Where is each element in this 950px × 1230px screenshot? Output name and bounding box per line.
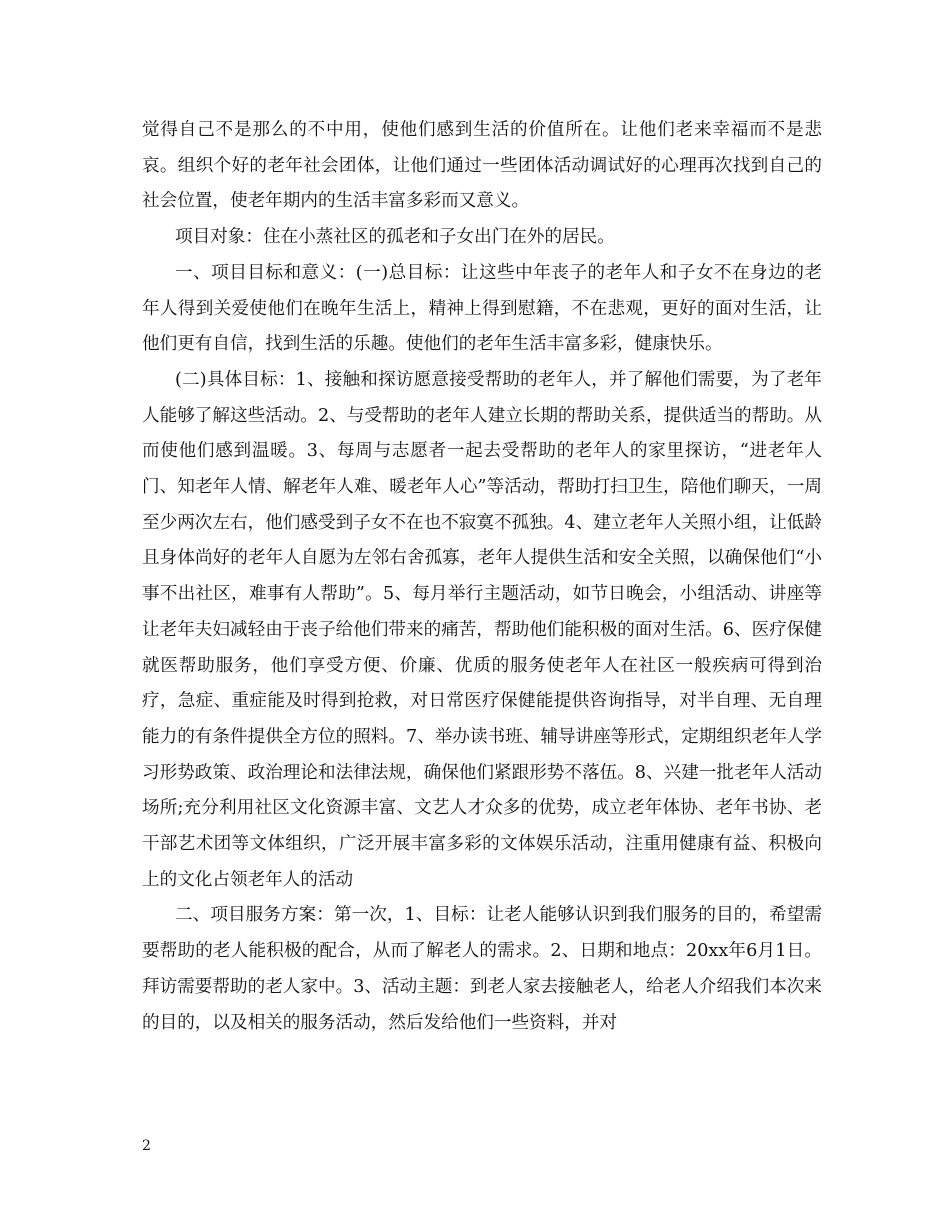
paragraph-specific-goals: (二)具体目标：1、接触和探访愿意接受帮助的老年人，并了解他们需要，为了老年人能够了解这些活动。2、与受帮助的老年人建立长期的帮助关系，提供适当的帮助。从而使他们感到温暖。3、每周与志愿者一起去受帮助的老年人的家里探访，“进老年人门、知老年人情、解老年人难、暖老年人心”等活动，帮助打扫卫生，陪他们聊天，一周至少两次左右，他们感受到子女不在也不寂寞不孤独。4、建立老年人关照小组，让低龄且身体尚好的老年人自愿为左邻右舍孤寡，老年人提供生活和安全关照，以确保他们“小事不出社区，难事有人帮助”。5、每月举行主题活动，如节日晚会，小组活动、讲座等让老年夫妇减轻由于丧子给他们带来的痛苦，帮助他们能积极的面对生活。6、医疗保健就医帮助服务，他们享受方便、价廉、优质的服务使老年人在社区一般疾病可得到治疗，急症、重症能及时得到抢救，对日常医疗保健能提供咨询指导，对半自理、无自理能力的有条件提供全方位的照料。7、举办读书班、辅导讲座等形式，定期组织老年人学习形势政策、政治理论和法律法规，确保他们紧跟形势不落伍。8、兴建一批老年人活动场所;充分利用社区文化资源丰富、文艺人才众多的优势，成立老年体协、老年书协、老干部艺术团等文体组织，广泛开展丰富多彩的文体娱乐活动，注重用健康有益、积极向上的文化占领老年人的活动 [142, 369, 822, 890]
paragraph-service-plan: 二、项目服务方案：第一次，1、目标：让老人能够认识到我们服务的目的，希望需要帮助的老人能积极的配合，从而了解老人的需求。2、日期和地点：20xx年6月1日。拜访需要帮助的老人家中。3、活动主题：到老人家去接触老人，给老人介绍我们本次来的目的，以及相关的服务活动，然后发给他们一些资料，并对 [142, 905, 822, 1033]
paragraph-project-target: 项目对象：住在小蒸社区的孤老和子女出门在外的居民。 [175, 227, 615, 248]
paragraph-continued-intro: 觉得自己不是那么的不中用，使他们感到生活的价值所在。让他们老来幸福而不是悲哀。组织个好的老年社会团体，让他们通过一些团体活动调试好的心理再次找到自己的社会位置，使老年期内的生活丰富多彩而又意义。 [142, 120, 822, 212]
document-body [142, 113, 822, 1041]
page-number: 2 [142, 1138, 151, 1154]
paragraph-overall-goal: 一、项目目标和意义：(一)总目标：让这些中年丧子的老年人和子女不在身边的老年人得到关爱使他们在晚年生活上，精神上得到慰籍，不在悲观，更好的面对生活，让他们更有自信，找到生活的乐趣。使他们的老年生活丰富多彩，健康快乐。 [142, 262, 822, 355]
